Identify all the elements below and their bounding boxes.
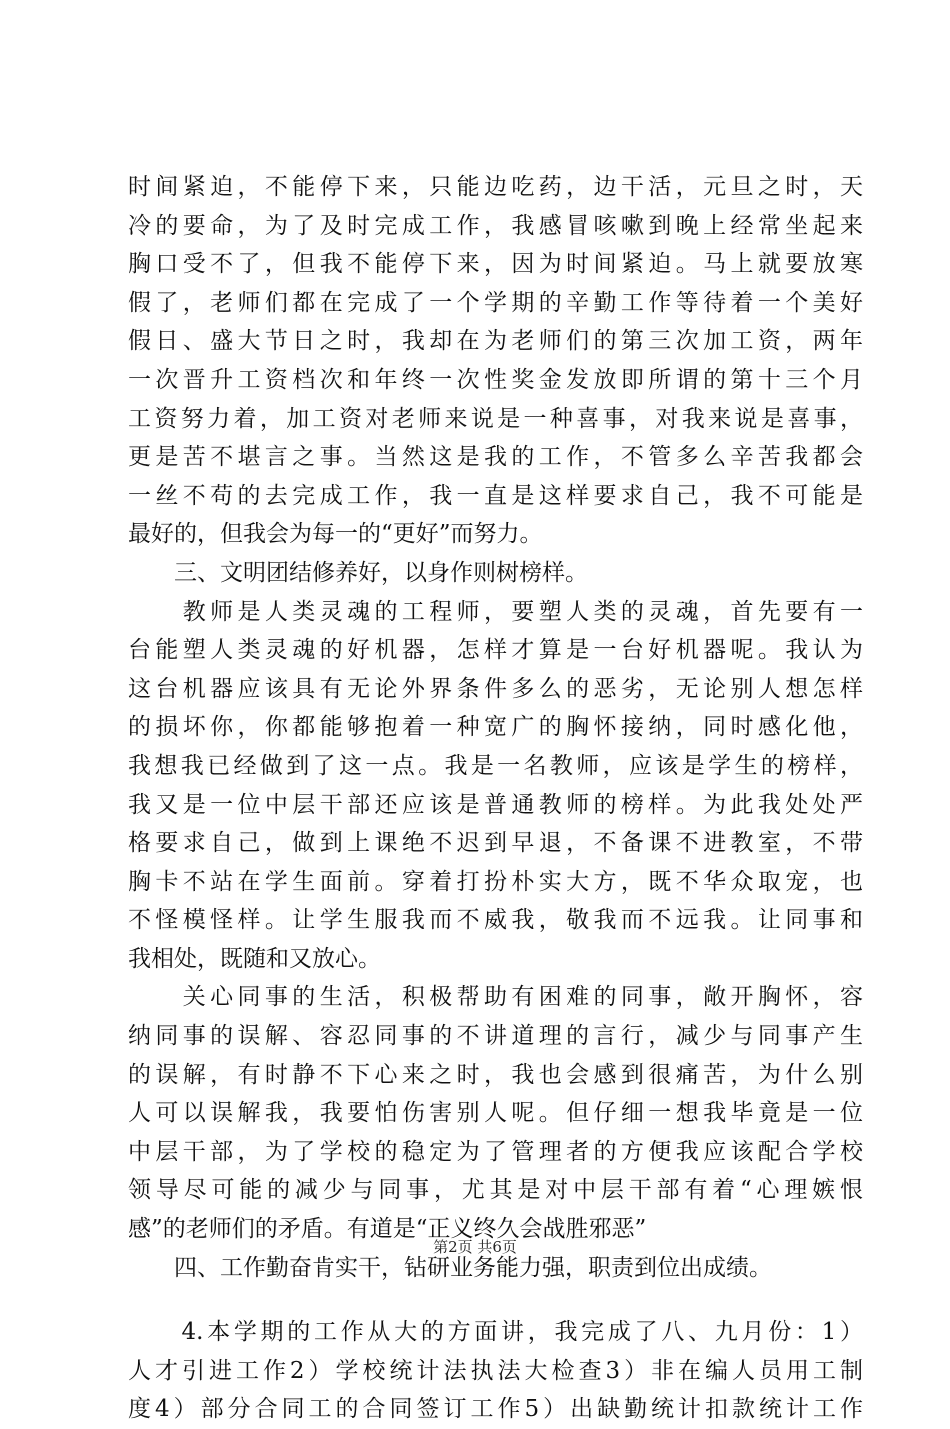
text-line: 最好的，但我会为每一的“更好”而努力。 — [128, 521, 543, 548]
text-line: 不怪模怪样。让学生服我而不威我，敬我而不远我。让同事和 — [128, 907, 863, 934]
text-line: 胸口受不了，但我不能停下来，因为时间紧迫。马上就要放寒 — [128, 251, 863, 278]
text-line: 我又是一位中层干部还应该是普通教师的榜样。为此我处处严 — [128, 791, 863, 818]
text-line: 冷的要命，为了及时完成工作，我感冒咳嗽到晚上经常坐起来 — [128, 212, 863, 239]
text-line: 更是苦不堪言之事。当然这是我的工作，不管多么辛苦我都会 — [128, 444, 863, 471]
text-line: 人可以误解我，我要怕伤害别人呢。但仔细一想我毕竟是一位 — [128, 1100, 863, 1127]
text-line: 假日、盛大节日之时，我却在为老师们的第三次加工资，两年 — [128, 328, 863, 355]
section-heading: 四、工作勤奋肯实干，钻研业务能力强，职责到位出成绩。 — [128, 1254, 772, 1281]
text-line: 我相处，既随和又放心。 — [128, 945, 381, 972]
text-line: 教师是人类灵魂的工程师，要塑人类的灵魂，首先要有一 — [128, 598, 863, 625]
text-line: 这台机器应该具有无论外界条件多么的恶劣，无论别人想怎样 — [128, 675, 863, 702]
text-line: 工资努力着，加工资对老师来说是一种喜事，对我来说是喜事， — [128, 405, 863, 432]
section-heading: 三、文明团结修养好，以身作则树榜样。 — [128, 559, 588, 586]
text-line: 一次晋升工资档次和年终一次性奖金发放即所谓的第十三个月 — [128, 366, 863, 393]
text-line: 纳同事的误解、容忍同事的不讲道理的言行，减少与同事产生 — [128, 1023, 863, 1050]
text-line: 格要求自己，做到上课绝不迟到早退，不备课不进教室，不带 — [128, 830, 863, 857]
text-line: 时间紧迫，不能停下来，只能边吃药，边干活，元旦之时，天 — [128, 174, 863, 200]
text-line: 我想我已经做到了这一点。我是一名教师，应该是学生的榜样， — [128, 752, 863, 779]
text-line: 度4）部分合同工的合同签订工作5）出缺勤统计扣款统计工作 — [128, 1396, 863, 1423]
text-line: 假了，老师们都在完成了一个学期的辛勤工作等待着一个美好 — [128, 289, 863, 316]
text-line: 关心同事的生活，积极帮助有困难的同事，敞开胸怀，容 — [128, 984, 863, 1011]
text-line: 的误解，有时静不下心来之时，我也会感到很痛苦，为什么别 — [128, 1061, 863, 1088]
page-footer: 第2页 共6页 — [433, 1238, 517, 1256]
text-line: 的损坏你，你都能够抱着一种宽广的胸怀接纳，同时感化他， — [128, 714, 863, 741]
text-line: 领导尽可能的减少与同事，尤其是对中层干部有着“心理嫉恨 — [128, 1177, 863, 1204]
text-line: 胸卡不站在学生面前。穿着打扮朴实大方，既不华众取宠，也 — [128, 868, 863, 895]
text-line: 人才引进工作2）学校统计法执法大检查3）非在编人员用工制 — [128, 1357, 863, 1384]
text-line: 台能塑人类灵魂的好机器，怎样才算是一台好机器呢。我认为 — [128, 637, 863, 664]
text-line: 4.本学期的工作从大的方面讲，我完成了八、九月份：1） — [128, 1319, 863, 1346]
text-line: 一丝不苟的去完成工作，我一直是这样要求自己，我不可能是 — [128, 482, 863, 509]
paragraph-gap — [128, 1287, 863, 1313]
text-line: 感”的老师们的矛盾。有道是“正义终久会战胜邪恶” — [128, 1216, 647, 1243]
text-line: 中层干部，为了学校的稳定为了管理者的方便我应该配合学校 — [128, 1138, 863, 1165]
